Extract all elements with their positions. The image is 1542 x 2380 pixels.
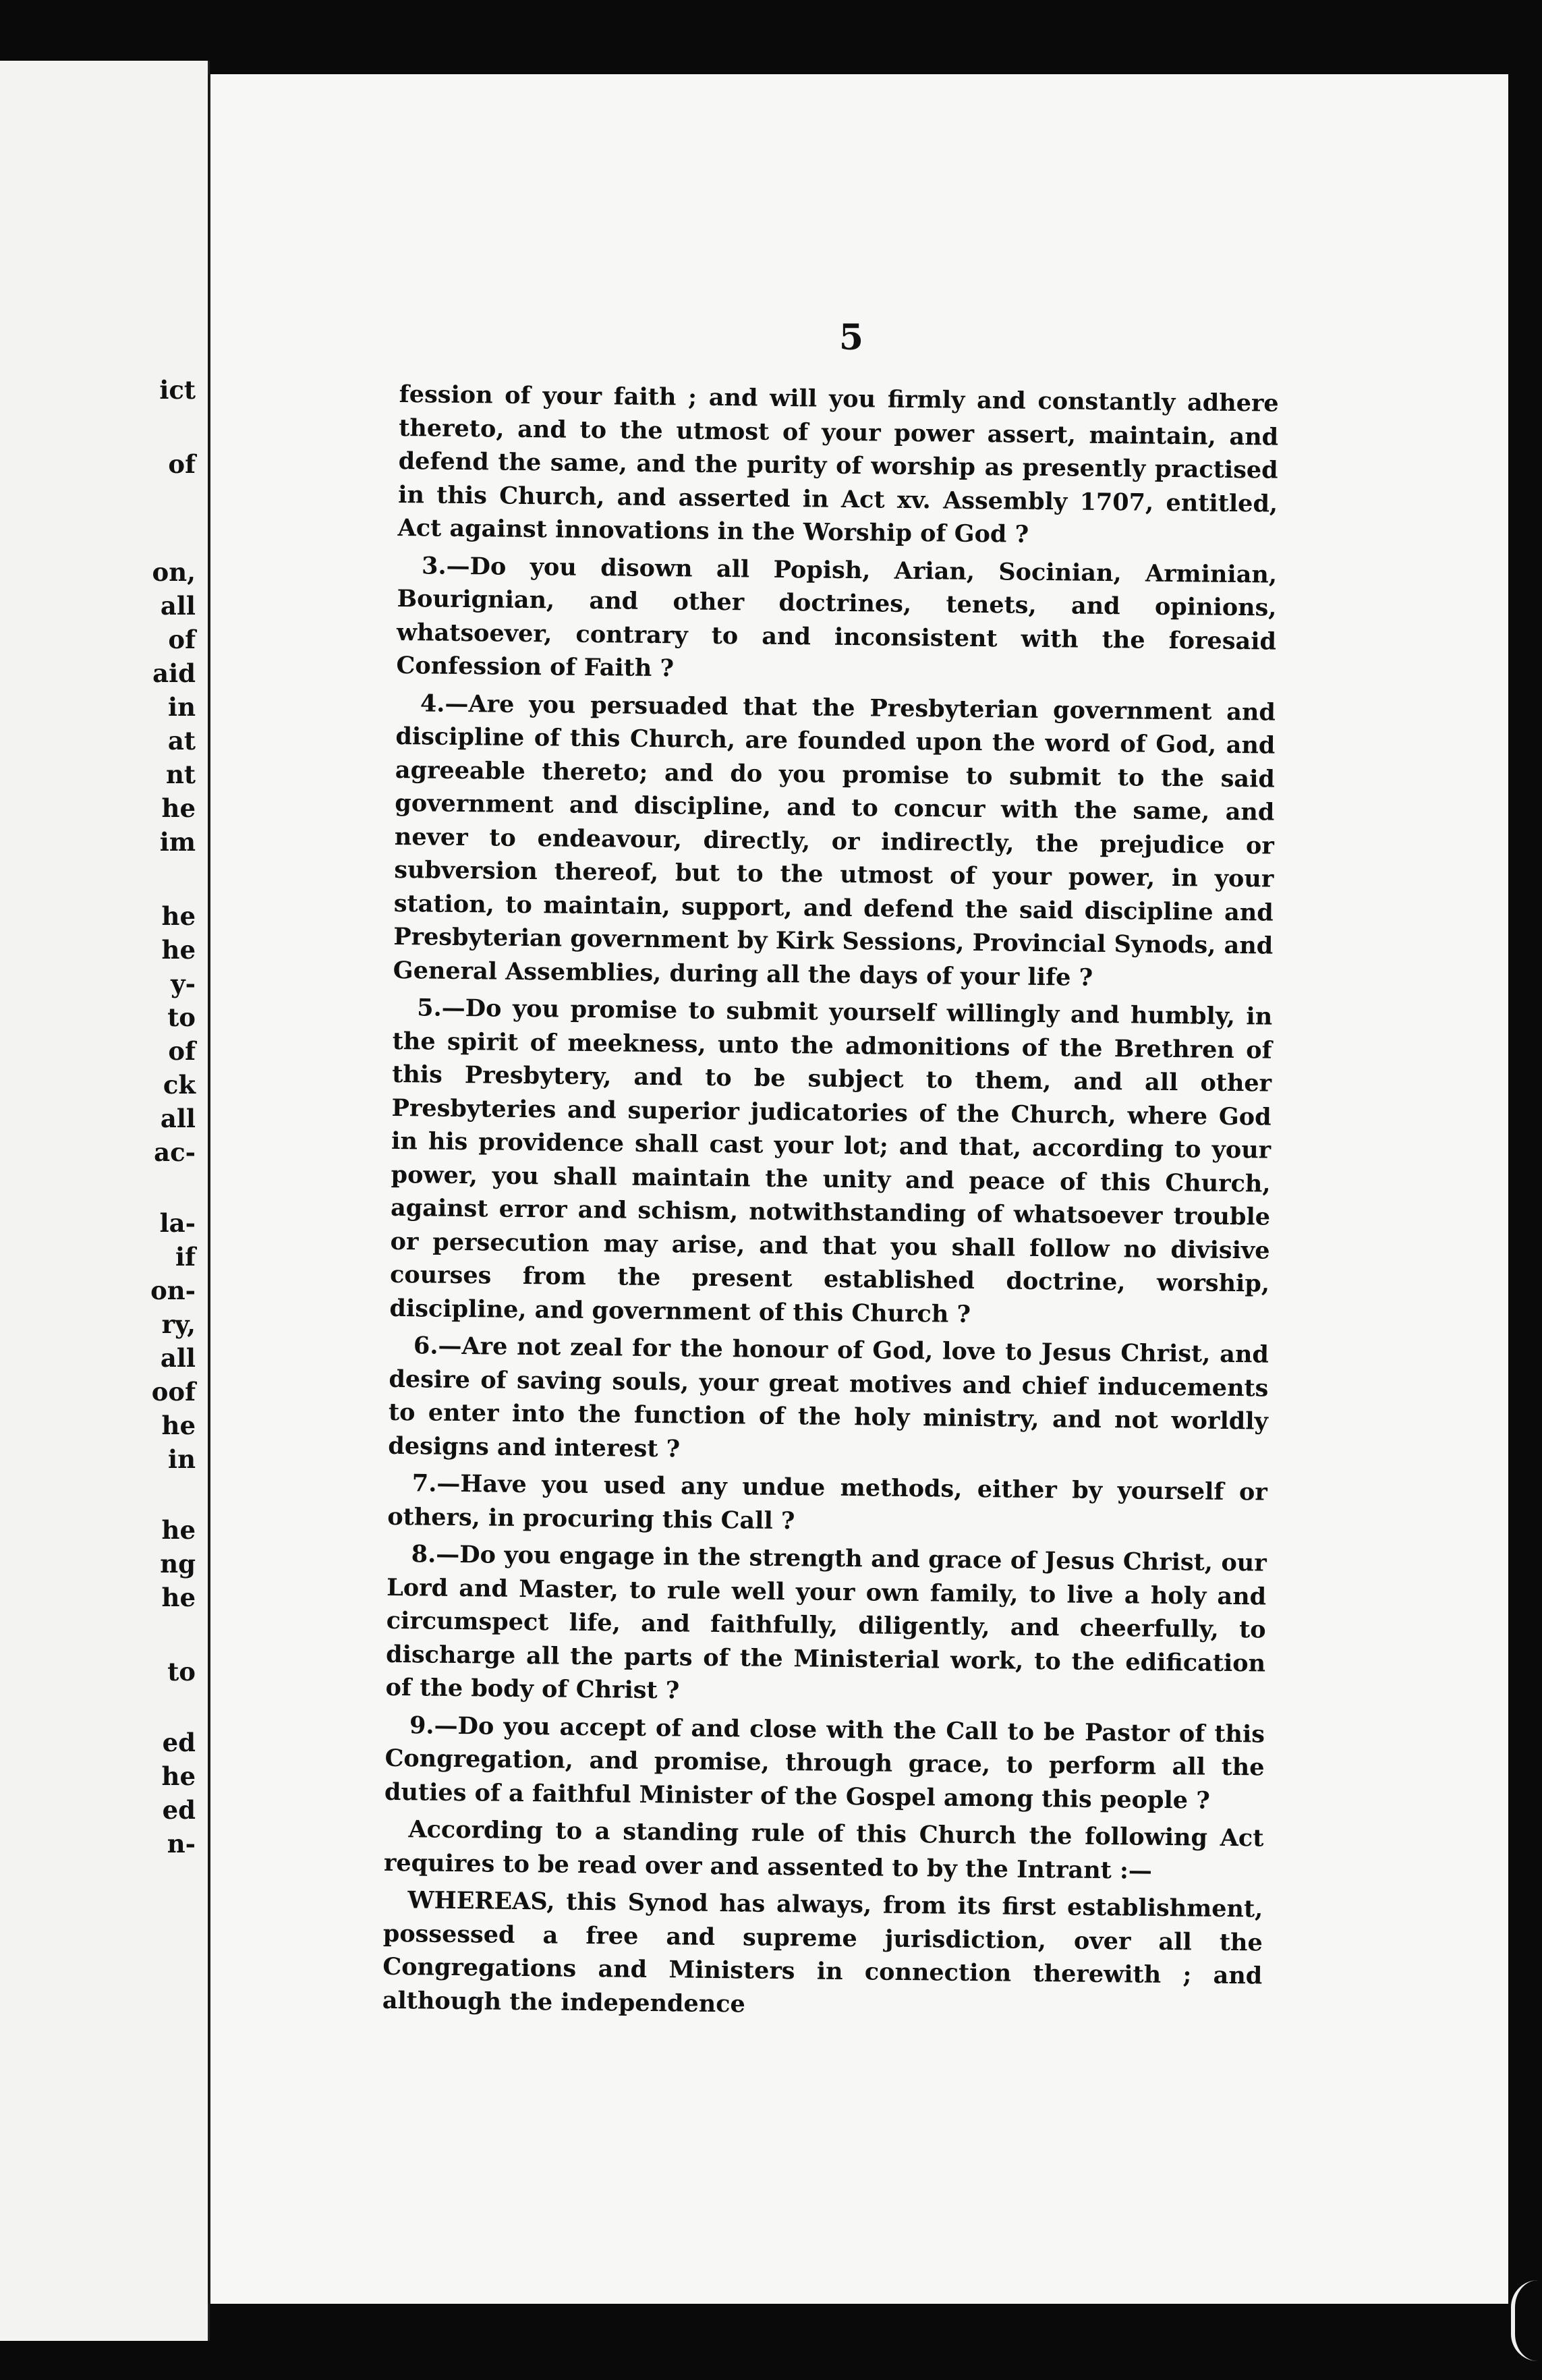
left-page-fragment: in	[168, 692, 196, 722]
left-page-fragment: ict	[159, 375, 196, 405]
left-page-fragment: on,	[152, 557, 196, 587]
scan-corner-mark	[1511, 2280, 1542, 2361]
left-page-fragment: to	[167, 1657, 196, 1687]
left-page-fragment: oof	[151, 1377, 196, 1407]
left-page-fragment: to	[167, 1002, 196, 1032]
left-page-fragment: y-	[171, 969, 196, 998]
left-page-fragment: ac-	[154, 1137, 196, 1167]
left-page-fragment: of	[168, 625, 196, 654]
left-page-fragment: he	[161, 1761, 196, 1791]
left-page-fragment: of	[168, 1036, 196, 1066]
left-page-fragment: all	[160, 1343, 196, 1373]
left-page-fragment: at	[167, 726, 196, 756]
left-page-fragment: of	[168, 449, 196, 479]
paragraph-question-9: 9.—Do you accept of and close with the Call to be Pastor of this Congregation, and promise, through grace, to perform all the duties of a faithful Minister of the Gospel among this people ?	[384, 1711, 1265, 1815]
page-body	[382, 378, 1278, 2031]
paragraph-question-4: 4.—Are you persuaded that the Presbyterian government and discipline of this Church, are founded upon the word of God, and agreeable thereto; and do you promise to submit to the said government and discipline, and to concur with the same, and never to endeavour, directly, or indirectly, the prejudice or subversion thereof, but to the utmost of your power, in your station, to maintain, support, and defend the said discipline and Presbyterian government by Kirk Sessions, Provincial Synods, and General Assemblies, during all the days of your life ?	[393, 689, 1276, 992]
left-page-fragment: ed	[162, 1728, 196, 1757]
paragraph-question-7: 7.—Have you used any undue methods, either by yourself or others, in procuring this Call ?	[387, 1469, 1267, 1535]
left-page-fragment: in	[168, 1444, 196, 1474]
page-number: 5	[838, 317, 864, 358]
left-page-fragment: ck	[163, 1070, 196, 1100]
paragraph-standing-rule: According to a standing rule of this Church the following Act requires to be read over and assented to by the Intrant :—	[383, 1815, 1264, 1885]
left-page-fragment: he	[161, 935, 196, 965]
scan-edge	[1508, 0, 1542, 2380]
paragraph-whereas: WHEREAS, this Synod has always, from its first establishment, possessed a free and supreme jurisdiction, over all the Congregations and Ministers in connection therewith ; and although the independence	[382, 1886, 1263, 2018]
left-page-fragment: he	[161, 901, 196, 931]
paragraph-0: fession of your faith ; and will you firmly and constantly adhere thereto, and to the utmost of your power assert, maintain, and defend the same, and the purity of worship as presently practised in this Church, and asserted in Act xv. Assembly 1707, entitled, Act against innovations in the Worship of God ?	[397, 380, 1279, 548]
left-facing-page	[0, 61, 210, 2341]
left-page-fragment: nt	[166, 760, 196, 789]
left-page-fragment: ry,	[161, 1309, 196, 1339]
left-page-fragment: n-	[167, 1829, 196, 1859]
paragraph-question-3: 3.—Do you disown all Popish, Arian, Socinian, Arminian, Bourignian, and other doctrines, tenets, and opinions, whatsoever, contrary to and inconsistent with the foresaid Confession of Faith ?	[396, 551, 1278, 683]
left-page-fragment: aid	[152, 658, 196, 688]
paragraph-question-8: 8.—Do you engage in the strength and grace of Jesus Christ, our Lord and Master, to rule well your own family, to live a holy and circumspect life, and faithfully, diligently, and cheerfully, to discharge all the parts of the Ministerial work, to the edification of the body of Christ ?	[385, 1540, 1267, 1705]
left-page-fragment: ng	[160, 1549, 196, 1579]
left-page-fragment: if	[175, 1242, 196, 1272]
left-page-fragment: he	[161, 1515, 196, 1545]
left-page-fragment: im	[159, 827, 196, 857]
left-page-fragment: all	[160, 1104, 196, 1133]
left-page-fragment: he	[161, 1411, 196, 1440]
paragraph-question-5: 5.—Do you promise to submit yourself willingly and humbly, in the spirit of meekness, unto the admonitions of the Brethren of this Presbytery, and to be subject to them, and all other Presbyteries and superior judicatories of the Church, where God in his providence shall cast your lot; and that, according to your power, you shall maintain the unity and peace of this Church, against error and schism, notwithstanding of whatsoever trouble or persecution may arise, and that you shall follow no divisive courses from the present established doctrine, worship, discipline, and government of this Church ?	[389, 994, 1273, 1328]
left-page-fragment: he	[161, 1583, 196, 1612]
left-page-fragment: he	[161, 793, 196, 823]
left-page-fragment: la-	[159, 1208, 196, 1238]
left-page-fragment: all	[160, 591, 196, 621]
left-page-fragment: on-	[150, 1276, 196, 1305]
left-page-fragment: ed	[162, 1795, 196, 1825]
paragraph-question-6: 6.—Are not zeal for the honour of God, love to Jesus Christ, and desire of saving souls, your great motives and chief inducements to enter into the function of the holy ministry, and not worldly designs and interest ?	[388, 1332, 1269, 1463]
